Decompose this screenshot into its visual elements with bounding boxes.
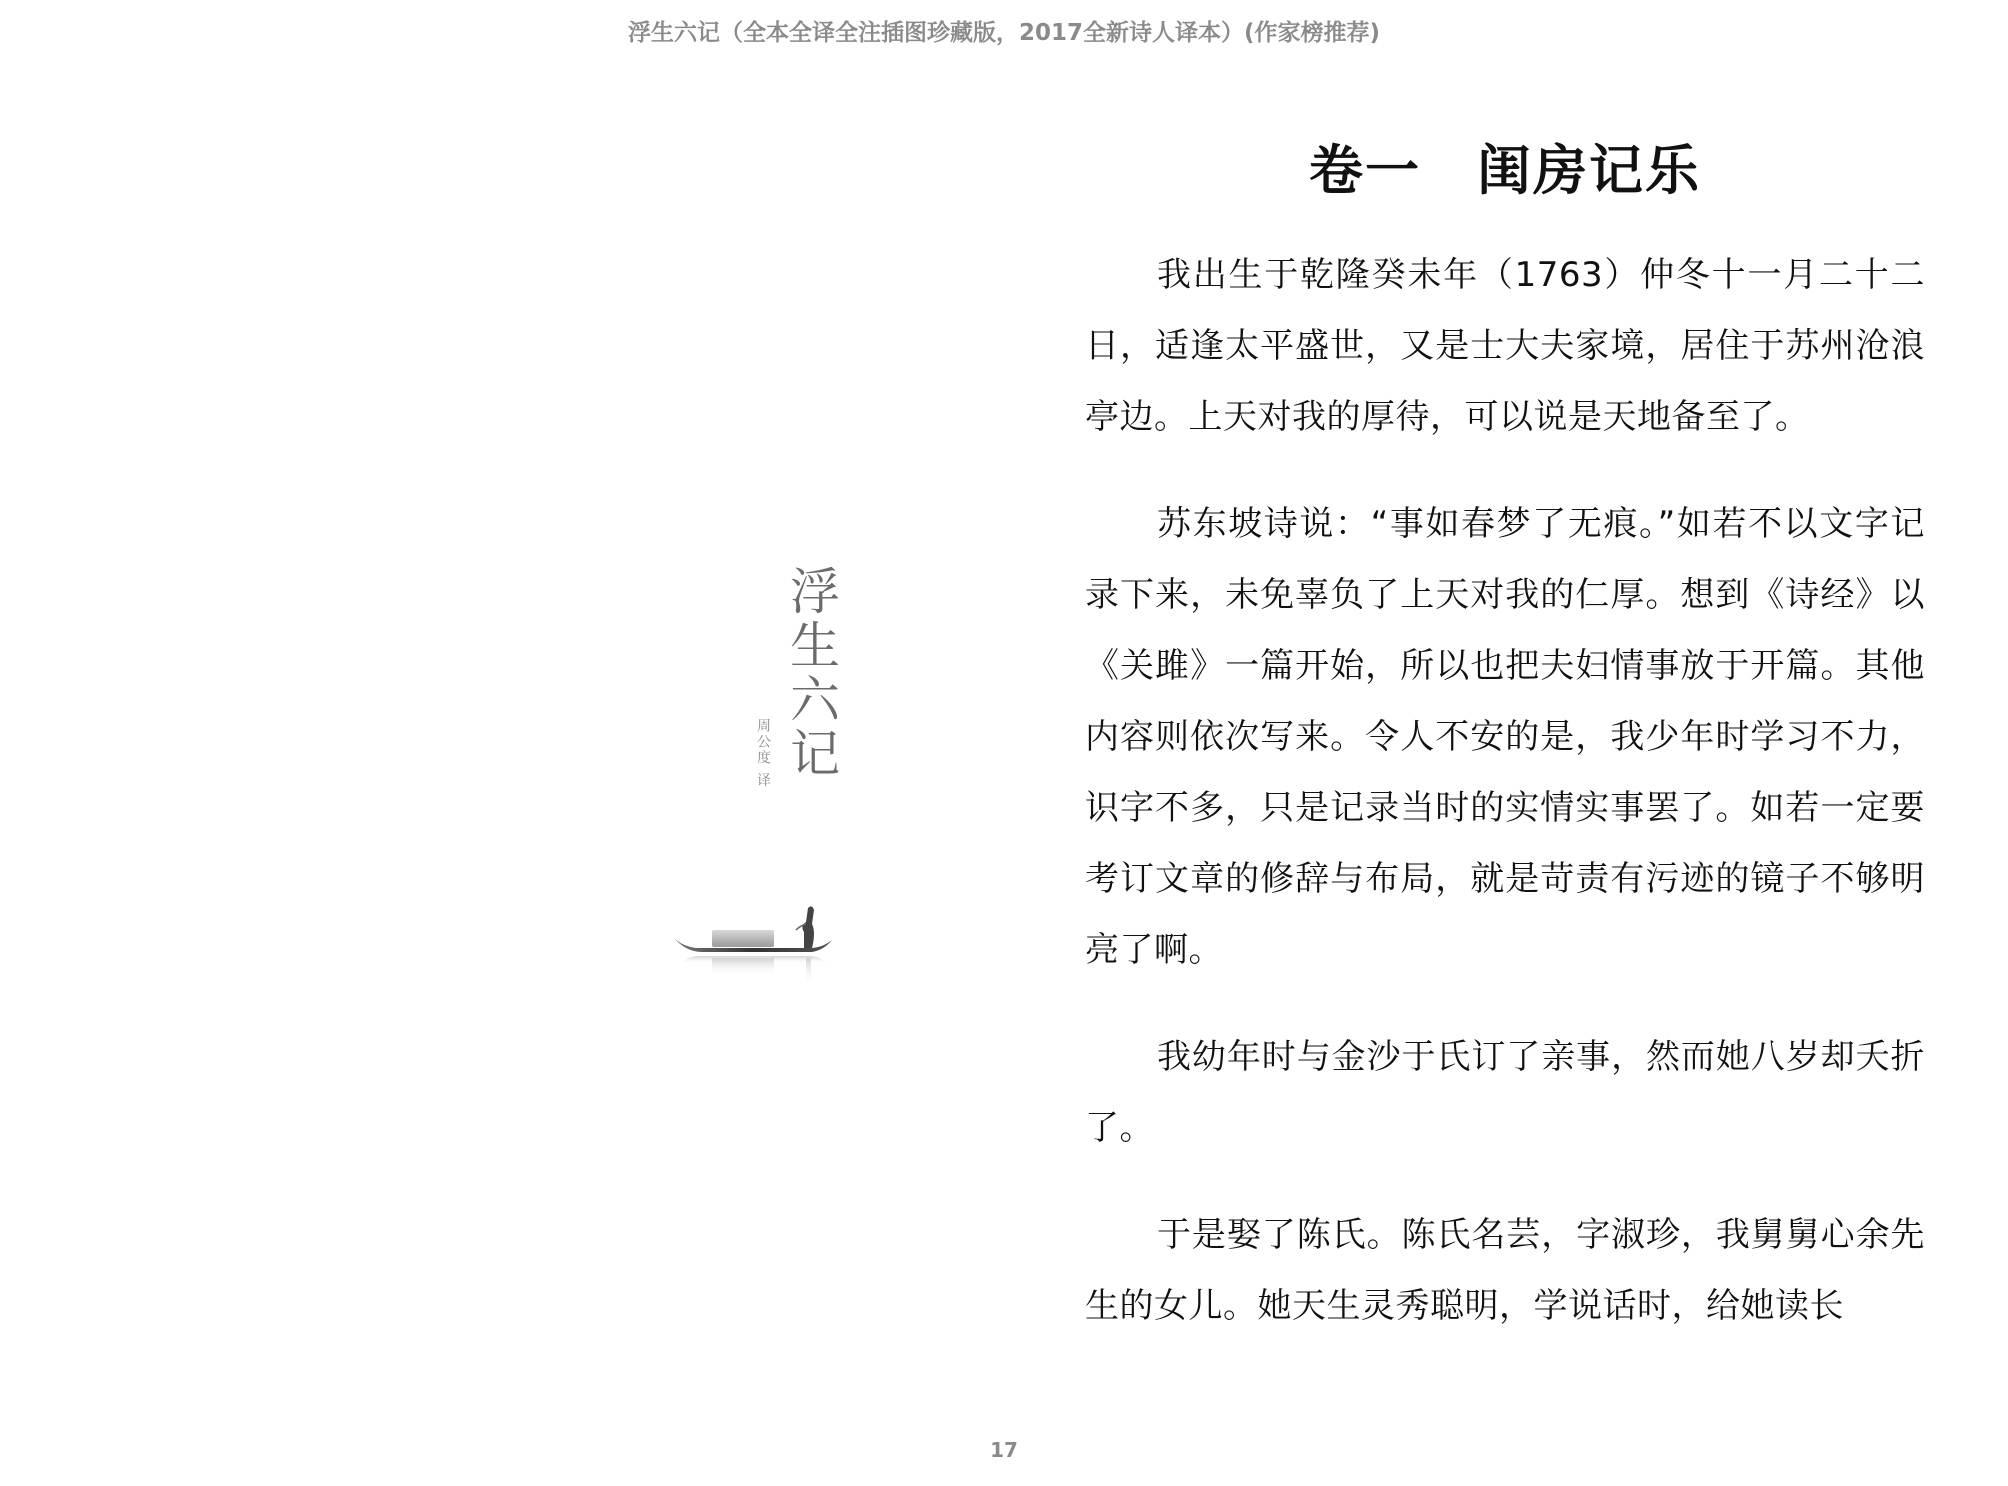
cover-title: 浮生六记 bbox=[782, 565, 840, 781]
paragraph: 我幼年时与金沙于氏订了亲事，然而她八岁却夭折了。 bbox=[1085, 1037, 1925, 1148]
paragraph: 我出生于乾隆癸未年（1763）仲冬十一月二十二日，适逢太平盛世，又是士大夫家境，居住于苏州沧浪亭边。上天对我的厚待，可以说是天地备至了。 bbox=[1085, 255, 1925, 437]
boat-with-figure-icon bbox=[672, 878, 832, 988]
left-page-cover bbox=[0, 0, 1004, 1380]
book-title-header: 浮生六记（全本全译全注插图珍藏版，2017全新诗人译本）(作家榜推荐) bbox=[627, 20, 1381, 46]
paragraph: 于是娶了陈氏。陈氏名芸，字淑珍，我舅舅心余先生的女儿。她天生灵秀聪明，学说话时，给她读长 bbox=[1085, 1215, 1925, 1326]
chapter-body bbox=[1085, 240, 1925, 1378]
paragraph: 苏东坡诗说：“事如春梦了无痕。”如若不以文字记录下来，未免辜负了上天对我的仁厚。想到《诗经》以《关雎》一篇开始，所以也把夫妇情事放于开篇。其他内容则依次写来。令人不安的是，我少年时学习不力，识字不多，只是记录当时的实情实事罢了。如若一定要考订文章的修辞与布局，就是苛责有污迹的镜子不够明亮了啊。 bbox=[1085, 504, 1925, 970]
cover-author: 周公度 译 bbox=[755, 718, 771, 789]
chapter-title: 卷一 闺房记乐 bbox=[1309, 139, 1701, 202]
page-number: 17 bbox=[990, 1438, 1018, 1462]
